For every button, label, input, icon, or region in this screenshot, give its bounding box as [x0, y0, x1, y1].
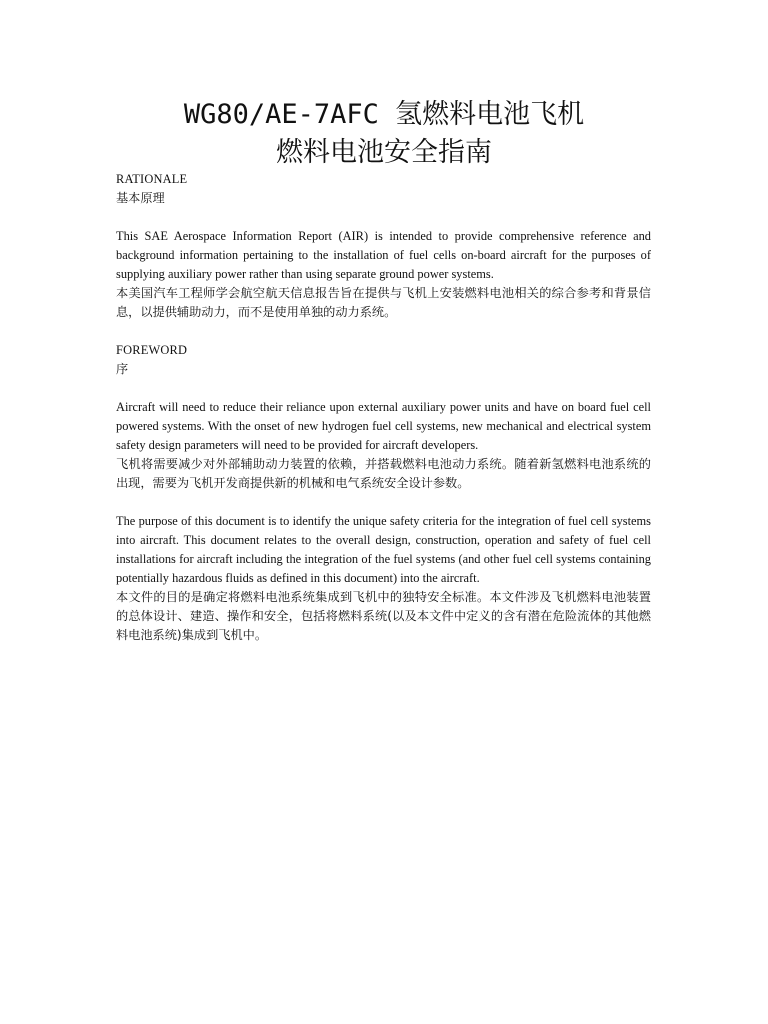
title-line-2: 燃料电池安全指南	[276, 137, 492, 168]
paragraph-spacer	[116, 322, 651, 341]
foreword-paragraph-zh: 飞机将需要减少对外部辅助动力装置的依赖，并搭载燃料电池动力系统。随着新氢燃料电池系统的出现，需要为飞机开发商提供新的机械和电气系统安全设计参数。	[116, 457, 651, 490]
title-line-1: WG80/AE-7AFC 氢燃料电池飞机	[183, 99, 585, 130]
document-title	[0, 96, 768, 172]
foreword-heading-en: FOREWORD	[116, 343, 188, 357]
rationale-paragraph-zh: 本美国汽车工程师学会航空航天信息报告旨在提供与飞机上安装燃料电池相关的综合参考和背景信息，以提供辅助动力，而不是使用单独的动力系统。	[116, 286, 651, 319]
purpose-paragraph-zh: 本文件的目的是确定将燃料电池系统集成到飞机中的独特安全标准。本文件涉及飞机燃料电池装置的总体设计、建造、操作和安全，包括将燃料系统(以及本文件中定义的含有潜在危险流体的其他燃料电池系统)集成到飞机中。	[116, 590, 651, 642]
foreword-heading-zh: 序	[116, 362, 129, 376]
paragraph-spacer	[116, 379, 651, 398]
rationale-paragraph-en: This SAE Aerospace Information Report (AIR) is intended to provide comprehensive reference and background information pertaining to the installation of fuel cells on-board aircraft for the purposes of supplying auxiliary power rather than using separate ground power systems.	[116, 229, 651, 281]
foreword-paragraph-en: Aircraft will need to reduce their reliance upon external auxiliary power units and have on board fuel cell powered systems. With the onset of new hydrogen fuel cell systems, new mechanical and electrical system safety design parameters will need to be provided for aircraft developers.	[116, 400, 651, 452]
rationale-heading-en: RATIONALE	[116, 172, 188, 186]
paragraph-spacer	[116, 208, 651, 227]
rationale-heading-zh: 基本原理	[116, 191, 165, 205]
document-body	[116, 170, 651, 645]
purpose-paragraph-en: The purpose of this document is to identify the unique safety criteria for the integration of fuel cell systems into aircraft. This document relates to the overall design, construction, operation and safety of fuel cell installations for aircraft including the integration of the fuel systems (and other fuel cell systems containing potentially hazardous fluids as defined in this document) into the aircraft.	[116, 514, 651, 585]
paragraph-spacer	[116, 493, 651, 512]
